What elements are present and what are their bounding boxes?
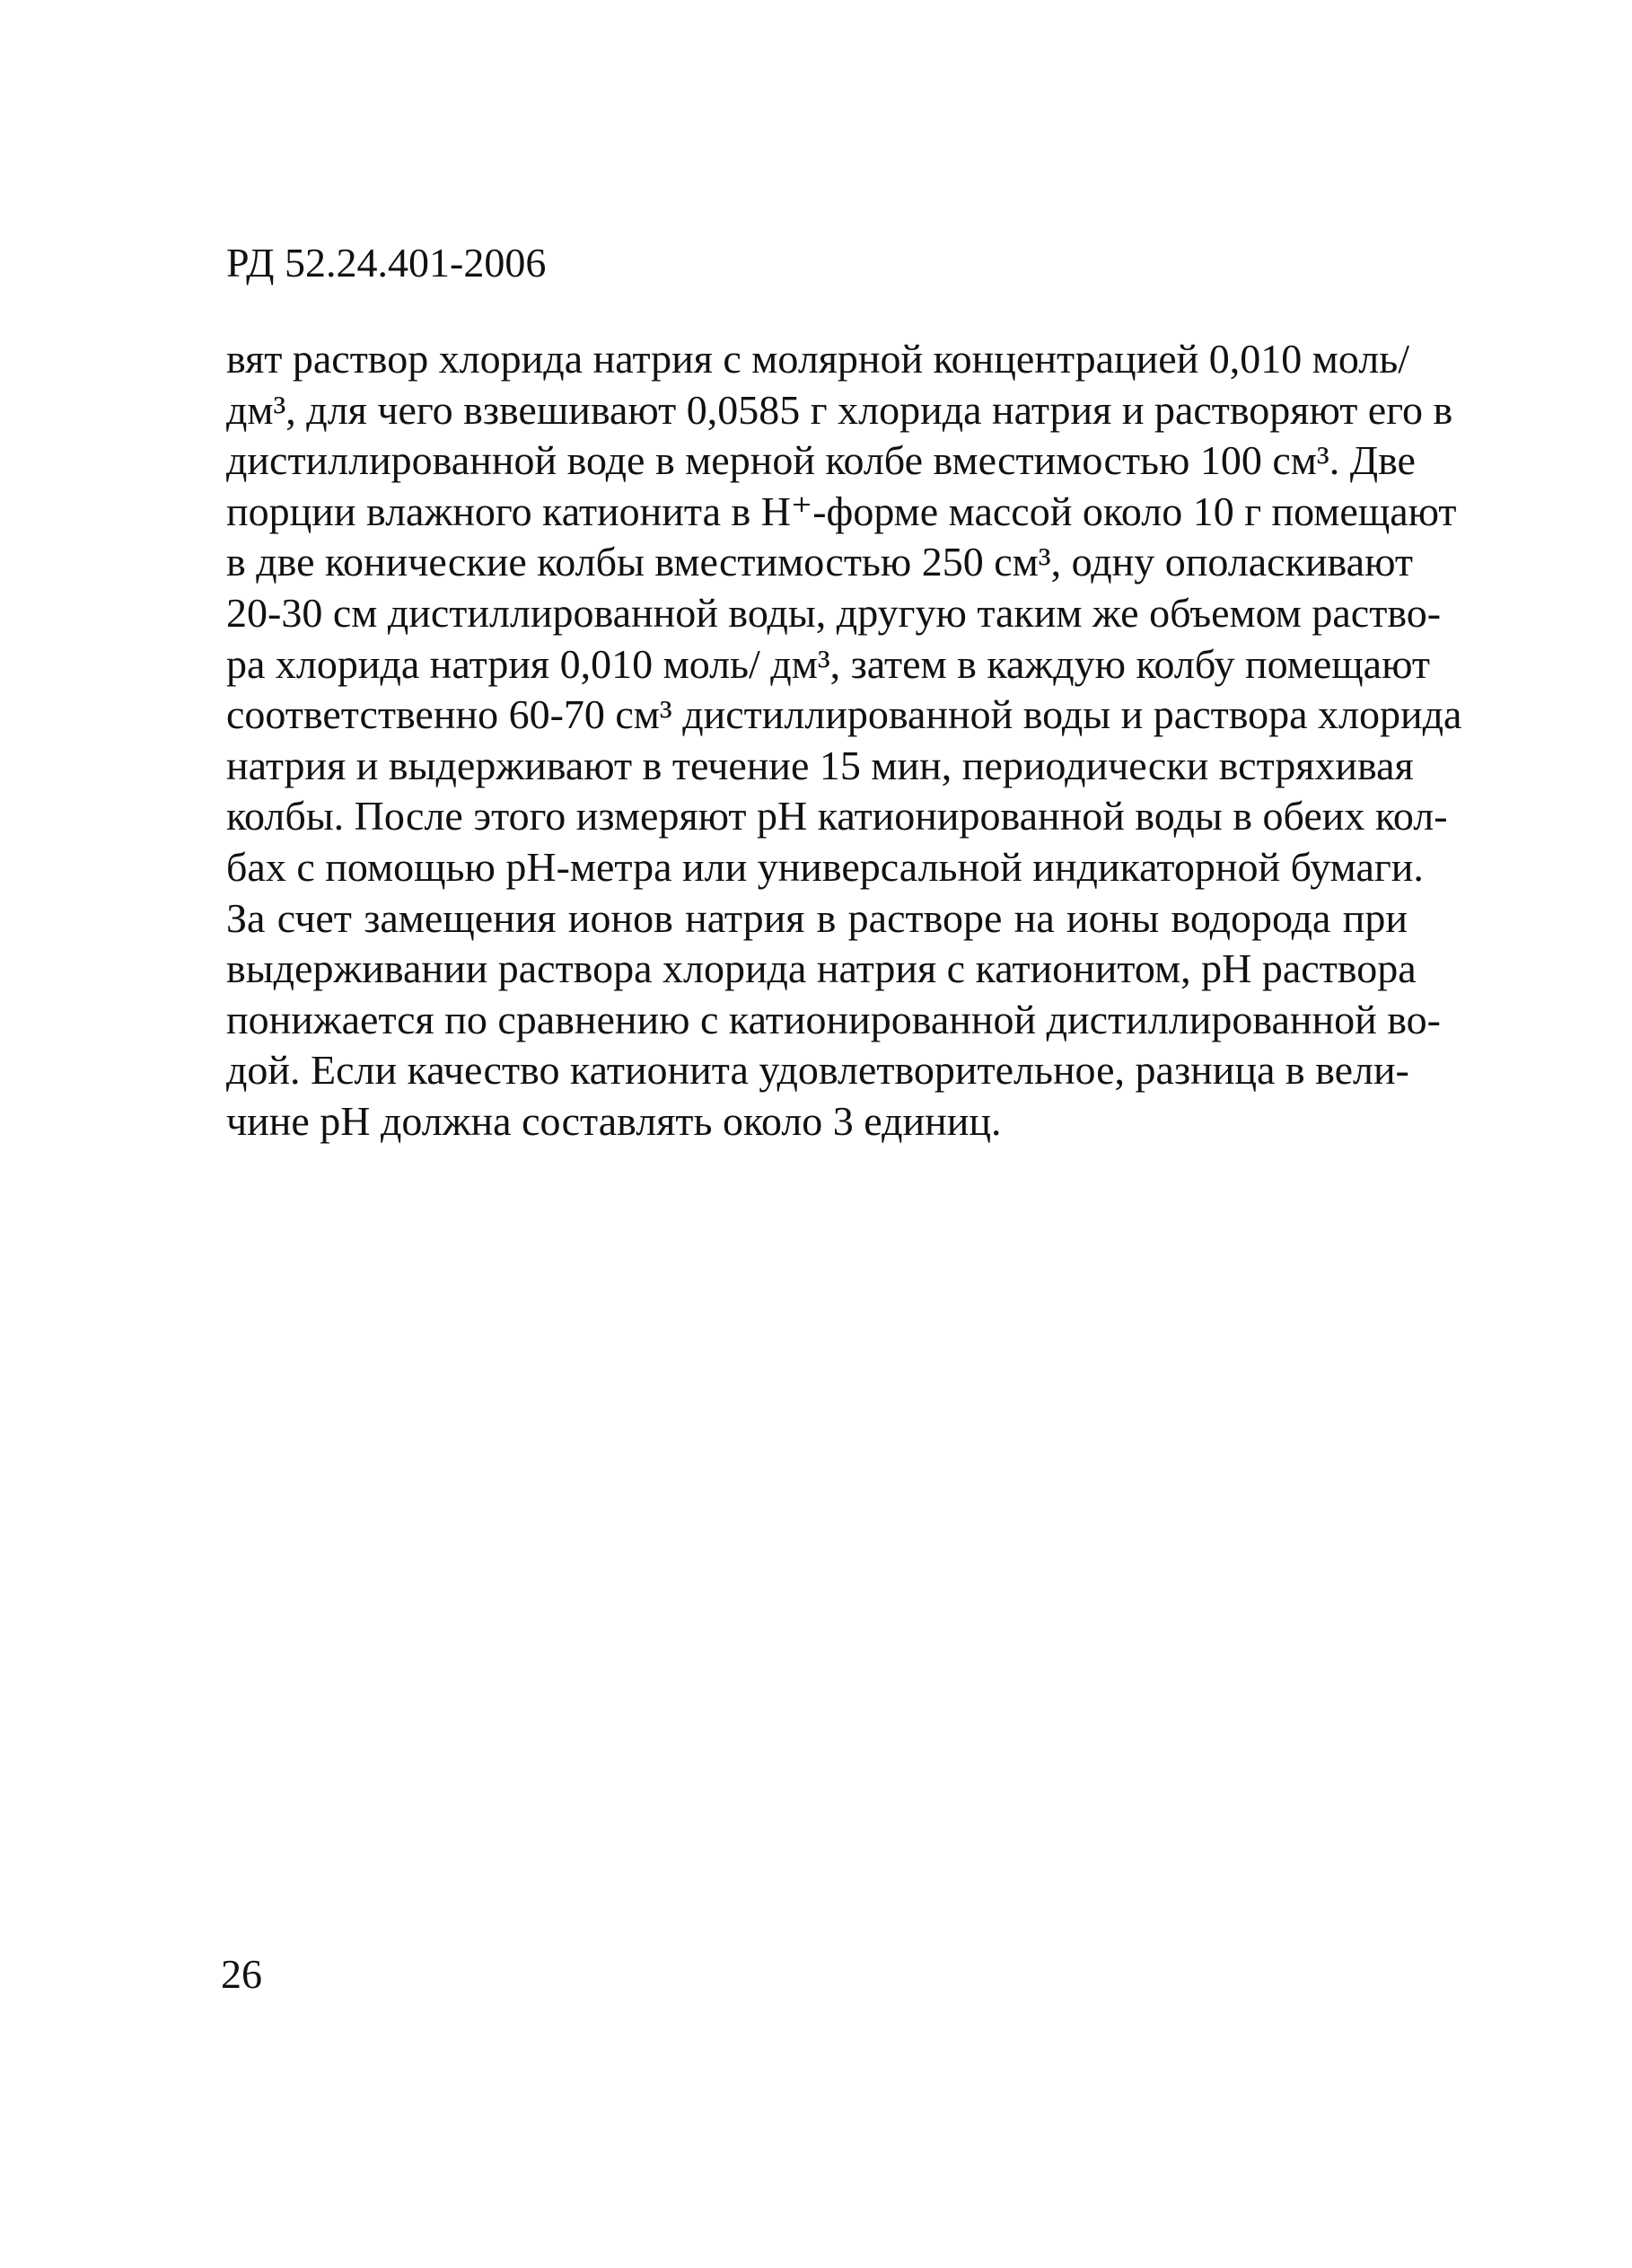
body-text-line: За счет замещения ионов натрия в растворе на ионы водорода при	[226, 894, 1408, 941]
body-text-line: натрия и выдерживают в течение 15 мин, периодически встряхивая	[226, 742, 1414, 788]
body-text-line: дм³, для чего взвешивают 0,0585 г хлорида натрия и растворяют его в	[226, 386, 1453, 433]
body-text-line: чине рН должна составлять около 3 единиц.	[226, 1097, 1002, 1144]
body-text-line: 20-30 см дистиллированной воды, другую таким же объемом раство-	[226, 589, 1442, 636]
document-code-header: РД 52.24.401-2006	[226, 240, 547, 286]
body-text	[226, 334, 1462, 1147]
body-text-line: порции влажного катионита в Н⁺-форме массой около 10 г помещают	[226, 488, 1457, 534]
body-text-line: выдерживании раствора хлорида натрия с катионитом, рН раствора	[226, 945, 1417, 992]
body-text-line: ра хлорида натрия 0,010 моль/ дм³, затем в каждую колбу помещают	[226, 640, 1430, 687]
body-text-line: дистиллированной воде в мерной колбе вместимостью 100 см³. Две	[226, 437, 1416, 484]
body-text-line: в две конические колбы вместимостью 250 см³, одну ополаскивают	[226, 539, 1413, 585]
body-text-line: соответственно 60-70 см³ дистиллированной воды и раствора хлорида	[226, 691, 1462, 738]
page-number: 26	[221, 1951, 262, 1997]
body-text-line: бах с помощью рН-метра или универсальной индикаторной бумаги.	[226, 843, 1424, 890]
body-text-line: вят раствор хлорида натрия с молярной концентрацией 0,010 моль/	[226, 336, 1410, 382]
body-text-line: понижается по сравнению с катионированной дистиллированной во-	[226, 996, 1441, 1042]
body-text-line: дой. Если качество катионита удовлетворительное, разница в вели-	[226, 1047, 1409, 1094]
body-text-line: колбы. После этого измеряют рН катионированной воды в обеих кол-	[226, 793, 1448, 840]
